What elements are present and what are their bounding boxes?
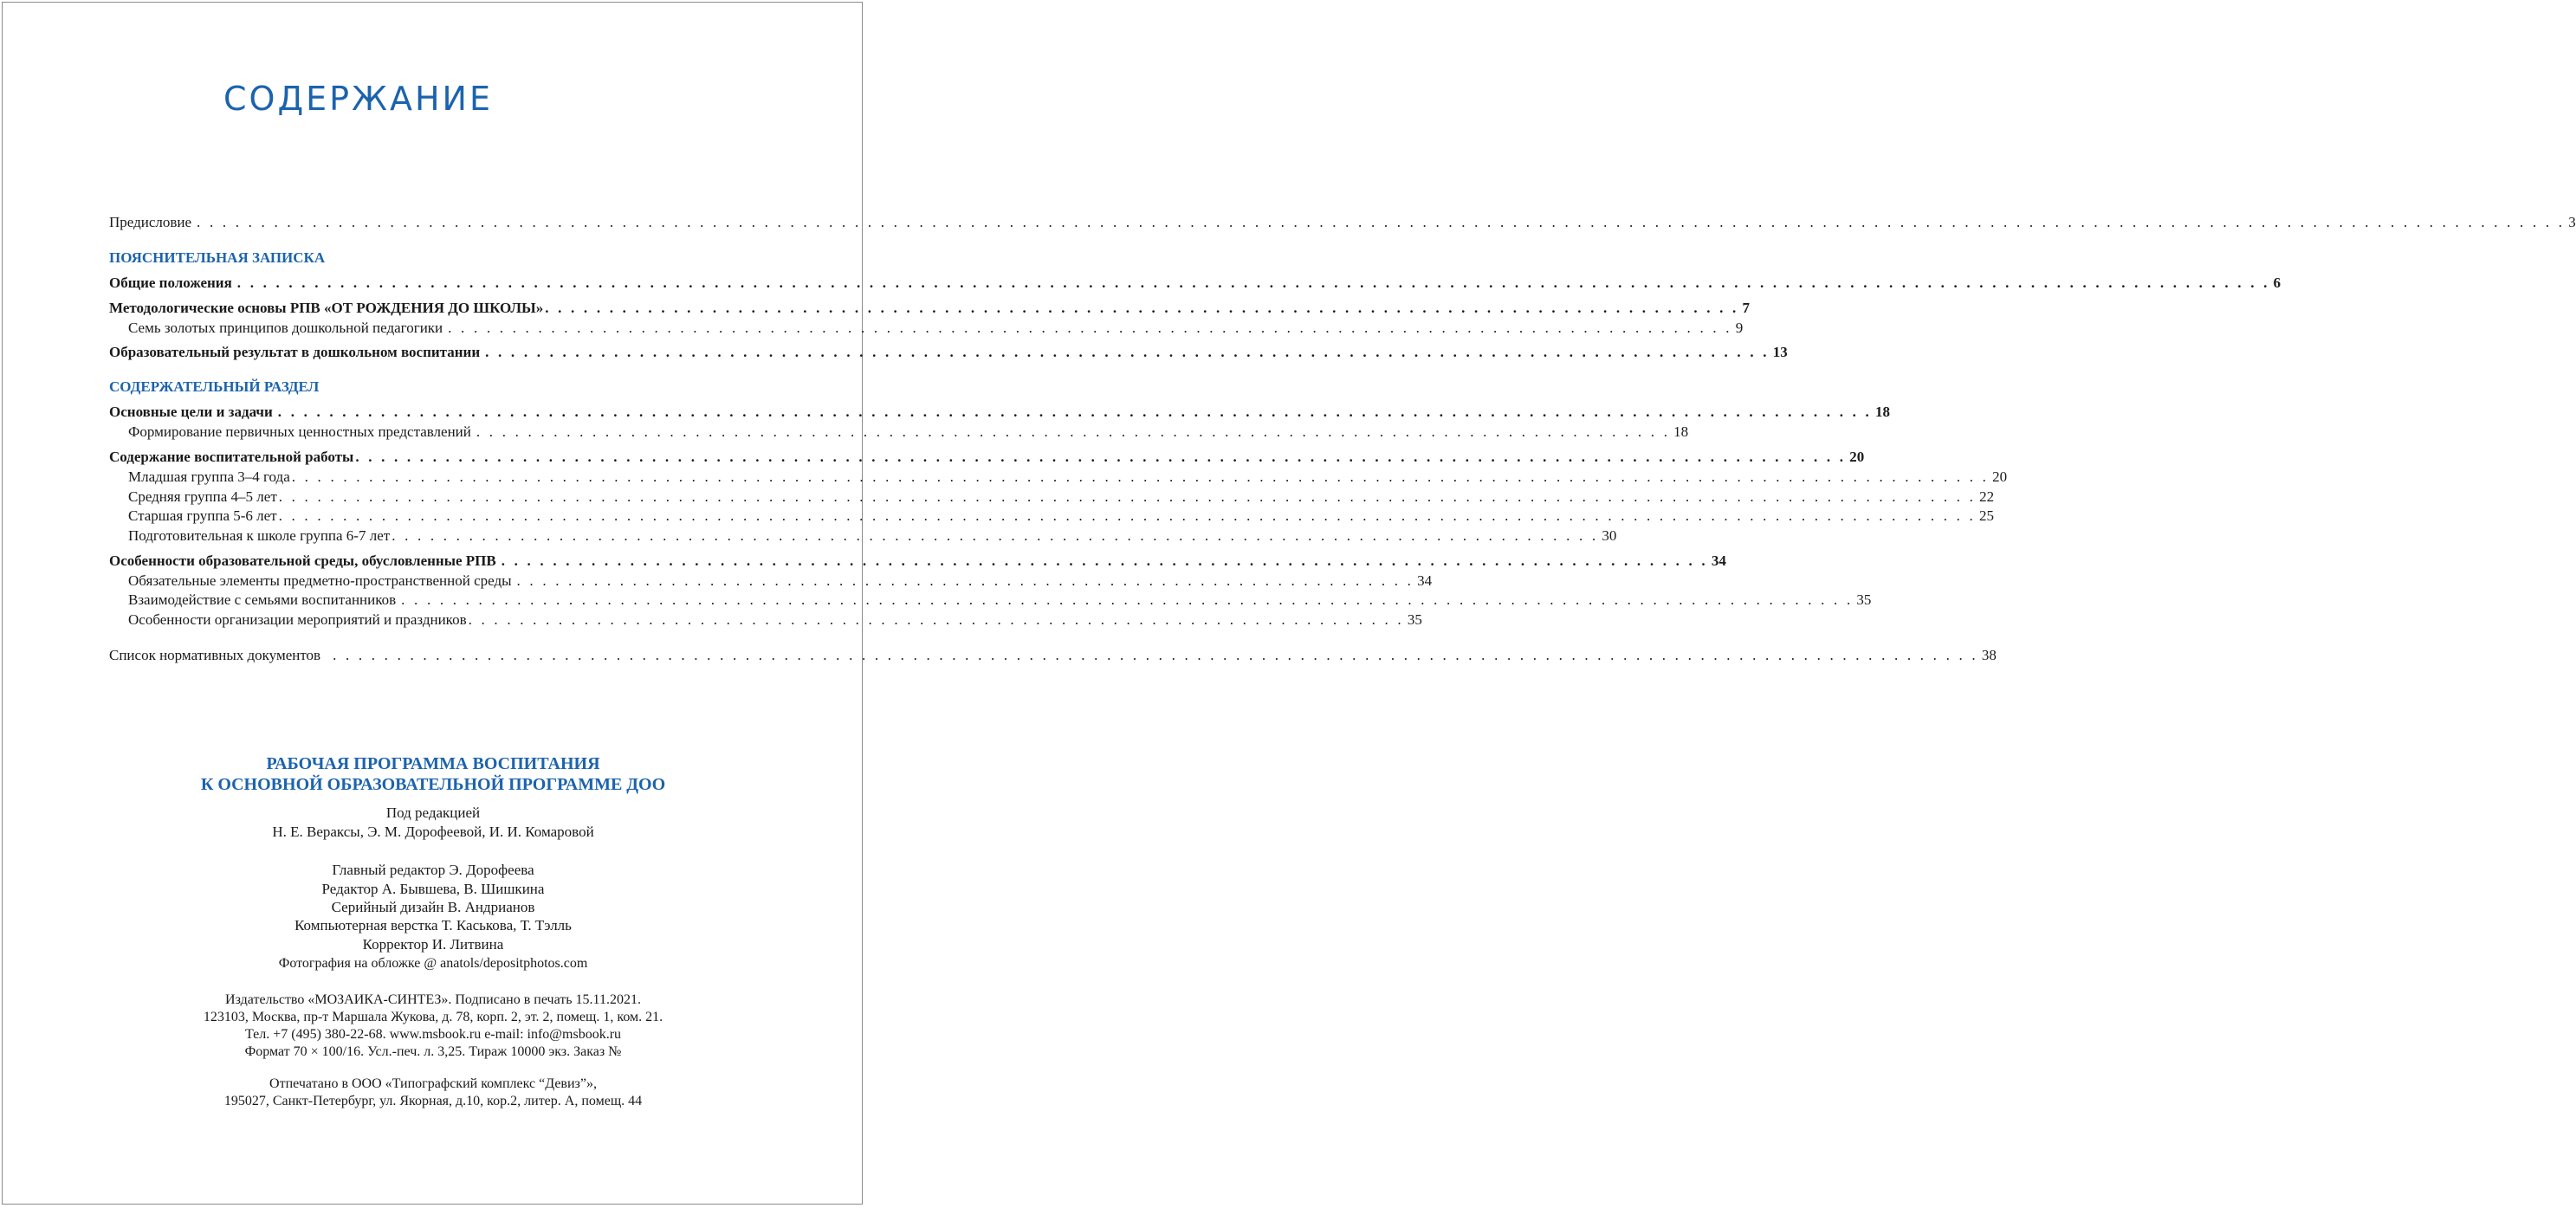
toc-leader: . . . . . . . . . . . . . . . . . . . . . . . . . . . . . . . . . . . . . . . . . . . . . . . . . . . . . . . . . . . . . . . . . . . . . . . . . . . . . . . . . . . . . . . . . . . . . . . . . . . . . . . . . . . . . . . . . . . . . . . . . . . . (277, 404, 1872, 420)
toc-leader: . . . . . . . . . . . . . . . . . . . . . . . . . . . . . . . . . . . . . . . . . . . . . . . . . . . . . . . . . . . . . . . . . . . . . . . . . (468, 611, 1404, 628)
toc-leader: . . . . . . . . . . . . . . . . . . . . . . . . . . . . . . . . . . . . . . . . . . . . . . . . . . . . . . . . . . . . . . . . . . . . . . . . . . . . . . . . . . . . . . . . . . . . . (476, 423, 1671, 440)
publisher-line: Формат 70 × 100/16. Усл.-печ. л. 3,25. Тираж 10000 экз. Заказ № (244, 1044, 622, 1059)
toc-page: 35 (1856, 591, 1872, 608)
credit-line: Серийный дизайн В. Андрианов (331, 899, 535, 915)
credit-line: Компьютерная верстка Т. Каськова, Т. Тэлль (294, 917, 572, 933)
toc-section-heading: ПОЯСНИТЕЛЬНАЯ ЗАПИСКА (109, 249, 326, 266)
cover-photo-credit: Фотография на обложке @ anatols/depositphotos.com (278, 956, 588, 971)
toc-entry[interactable] (128, 423, 1689, 441)
toc-entry[interactable] (128, 572, 1433, 590)
toc-page: 20 (1992, 468, 2008, 485)
toc-label: Особенности образовательной среды, обусловленные РПВ (109, 552, 496, 569)
toc-entry[interactable] (128, 468, 2008, 486)
toc-leader: . . . . . . . . . . . . . . . . . . . . . . . . . . . . . . . . . . . . . . . . . . . . . . . . . . . . . . . . . . . . . . . . . . . . . . . . . . . . . . . . . . . . . . . . . . . . . . . . . . . . . . . . . . . . . . . . . . . . (355, 449, 1847, 465)
toc-entry[interactable] (128, 488, 1995, 506)
toc-entry[interactable] (109, 275, 2282, 292)
printer-line: Отпечатано в ООО «Типографский комплекс “Девиз”», (269, 1076, 597, 1091)
toc-label: Общие положения (109, 275, 232, 291)
toc-leader: . . . . . . . . . . . . . . . . . . . . . . . . . . . . . . . . . . . . . . . . . . . . . . . . . . . . . . . . . . . . . . . . . . . . . . . . . . . . . . . . . . . . . . . . . . . . . . (501, 552, 1708, 569)
printer-line: 195027, Санкт-Петербург, ул. Якорная, д.10, кор.2, литер. А, помещ. 44 (223, 1094, 643, 1108)
publisher-line: Издательство «МОЗАИКА-СИНТЕЗ». Подписано в печать 15.11.2021. (225, 992, 641, 1007)
toc-label: Образовательный результат в дошкольном воспитании (109, 344, 481, 360)
edited-by: Под редакцией (385, 804, 481, 821)
toc-entry[interactable] (128, 591, 1872, 609)
toc-page: 38 (1981, 647, 1997, 663)
toc-page: 3 (2568, 214, 2576, 230)
toc-section-heading: СОДЕРЖАТЕЛЬНЫЙ РАЗДЕЛ (109, 378, 320, 395)
toc-leader: . . . . . . . . . . . . . . . . . . . . . . . . . . . . . . . . . . . . . . . . . . . . . . . . . . . . . . . . . . . . . . . . . . . . . . (516, 572, 1414, 589)
toc-entry[interactable] (109, 404, 1890, 421)
publisher-line: 123103, Москва, пр-т Маршала Жукова, д. 78, корп. 2, эт. 2, помещ. 1, ком. 21. (203, 1010, 663, 1024)
toc-page: 9 (1735, 320, 1744, 336)
toc-label: Старшая группа 5-6 лет (128, 507, 277, 524)
toc-page: 35 (1407, 611, 1422, 628)
credit-line: Главный редактор Э. Дорофеева (332, 862, 534, 878)
toc-label: Содержание воспитательной работы (109, 449, 354, 465)
page-title: СОДЕРЖАНИЕ (223, 80, 493, 118)
toc-page: 18 (1673, 423, 1689, 440)
toc-leader: . . . . . . . . . . . . . . . . . . . . . . . . . . . . . . . . . . . . . . . . . . . . . . . . . . . . . . . . . . . . . . . . . . . . . . . . . . . . . . . . . . . . . . . . . . . . . . . . . . . . . . . . . . . . . . . . . . . . . . . . . . . . . . . . . . . . . . . . . . . . . . . . . . . . . . . . . . . . . . (236, 275, 2270, 291)
toc-page: 34 (1417, 572, 1433, 589)
toc-page: 13 (1772, 344, 1788, 360)
toc-label: Основные цели и задачи (109, 404, 273, 420)
toc-page: 7 (1742, 300, 1750, 316)
toc-page: 22 (1979, 488, 1995, 505)
toc-label: Предисловие (109, 214, 192, 230)
toc-leader: . . . . . . . . . . . . . . . . . . . . . . . . . . . . . . . . . . . . . . . . . . . . . . . . . . . . . . . . . . . . . . . . . . . . . . . . . . . . . . . . . . . . . . . . . . . . . . . . . . . . (448, 320, 1732, 336)
toc-page: 30 (1602, 527, 1617, 544)
toc-leader: . . . . . . . . . . . . . . . . . . . . . . . . . . . . . . . . . . . . . . . . . . . . . . . . . . . . . . . . . . . . . . . . . . . . . . . . . . . . . . . . . . . . . . . . . . . . . . . . . . . . . . . . . . . . . . . . . . . . . . . . . . . . . . . . (333, 647, 1978, 663)
toc-label: Средняя группа 4–5 лет (128, 488, 277, 505)
toc-leader: . . . . . . . . . . . . . . . . . . . . . . . . . . . . . . . . . . . . . . . . . . . . . . . . . . . . . . . . . . . . . . . . . . . . . . . . . . . . . . . . . . . . . . . . . . . . . (545, 300, 1739, 316)
credit-line: Редактор А. Бывшева, В. Шишкина (321, 881, 545, 897)
toc-entry[interactable] (128, 527, 1617, 545)
toc-entry[interactable] (109, 449, 1865, 466)
toc-page: 34 (1711, 552, 1726, 569)
toc-leader: . . . . . . . . . . . . . . . . . . . . . . . . . . . . . . . . . . . . . . . . . . . . . . . . . . . . . . . . . . . . . . . . . . . . . . . . . . . . . . . . . . . . . . . . . . . . . . . . . . . . (485, 344, 1770, 360)
toc-leader: . . . . . . . . . . . . . . . . . . . . . . . . . . . . . . . . . . . . . . . . . . . . . . . . . . . . . . . . . . . . . . . . . . . . . . . . . . . . . . . . . . . . . . . . . . . . . . . . . . . . . . . . . . . . . . . . . . . . . . . . . . . . . . . . . . . . . . . . . . . . . . . . . . . . . . . . . . . . . . . . . . . . . . . . . . . . . . . . . . . . . . . . (197, 214, 2566, 230)
toc-label: Список нормативных документов (109, 647, 321, 663)
toc-leader: . . . . . . . . . . . . . . . . . . . . . . . . . . . . . . . . . . . . . . . . . . . . . . . . . . . . . . . . . . . . . . . . . . . . . . . . . . . . . . . . . . . . . . . . . . . . . . . . . . . . . . . . . . . . . . . . . . . . . . . . . . . . . . . . . . . . (291, 468, 1990, 485)
toc-label: Семь золотых принципов дошкольной педагогики (128, 320, 443, 336)
toc-page: 20 (1849, 449, 1865, 465)
toc-label: Младшая группа 3–4 года (128, 468, 290, 485)
toc-label: Взаимодействие с семьями воспитанников (128, 591, 397, 608)
toc-entry[interactable] (109, 552, 1726, 570)
toc-entry[interactable] (128, 320, 1744, 337)
toc-label: Обязательные элементы предметно-пространственной среды (128, 572, 512, 589)
toc-entry-docs[interactable] (109, 647, 1997, 664)
toc-entry[interactable] (109, 300, 1750, 317)
toc-page: 18 (1874, 404, 1890, 420)
book-title-line-1: РАБОЧАЯ ПРОГРАММА ВОСПИТАНИЯ (266, 754, 600, 773)
toc-page: 25 (1978, 507, 1994, 524)
credit-line: Корректор И. Литвина (362, 936, 504, 953)
toc-label: Особенности организации мероприятий и праздников (128, 611, 467, 628)
toc-entry[interactable] (109, 344, 1788, 361)
toc-page: 6 (2273, 275, 2282, 291)
toc-entry-preface[interactable] (109, 214, 2576, 231)
toc-label: Подготовительная к школе группа 6-7 лет (128, 527, 391, 544)
editors: Н. Е. Вераксы, Э. М. Дорофеевой, И. И. Комаровой (272, 824, 594, 840)
toc-leader: . . . . . . . . . . . . . . . . . . . . . . . . . . . . . . . . . . . . . . . . . . . . . . . . . . . . . . . . . . . . . . . . . . . . . . . . . . . . . . . . . . . . . . . . . . . . . . . . . . . . . . . . . . . . . . . . . . . . . . . . . . . . . . . . . . . . (278, 507, 1976, 524)
toc-entry[interactable] (128, 507, 1994, 525)
toc-leader: . . . . . . . . . . . . . . . . . . . . . . . . . . . . . . . . . . . . . . . . . . . . . . . . . . . . . . . . . . . . . . . . . . . . . . . . . . . . . . . . . . . . . . . . . . . . . . . . . . . . . . . . . . . . . . . . . (401, 591, 1854, 608)
toc-leader: . . . . . . . . . . . . . . . . . . . . . . . . . . . . . . . . . . . . . . . . . . . . . . . . . . . . . . . . . . . . . . . . . . . . . . . . . . . . . . . . . . . . . . . . . . . . . . (392, 527, 1599, 544)
book-title-line-2: К ОСНОВНОЙ ОБРАЗОВАТЕЛЬНОЙ ПРОГРАММЕ ДОО (200, 775, 666, 794)
toc-entry[interactable] (128, 611, 1422, 629)
publisher-line: Тел. +7 (495) 380-22-68. www.msbook.ru e-mail: info@msbook.ru (244, 1027, 622, 1042)
toc-label: Методологические основы РПВ «ОТ РОЖДЕНИЯ ДО ШКОЛЫ» (109, 300, 544, 316)
toc-label: Формирование первичных ценностных представлений (128, 423, 471, 440)
toc-leader: . . . . . . . . . . . . . . . . . . . . . . . . . . . . . . . . . . . . . . . . . . . . . . . . . . . . . . . . . . . . . . . . . . . . . . . . . . . . . . . . . . . . . . . . . . . . . . . . . . . . . . . . . . . . . . . . . . . . . . . . . . . . . . . . . . . . (278, 488, 1977, 505)
